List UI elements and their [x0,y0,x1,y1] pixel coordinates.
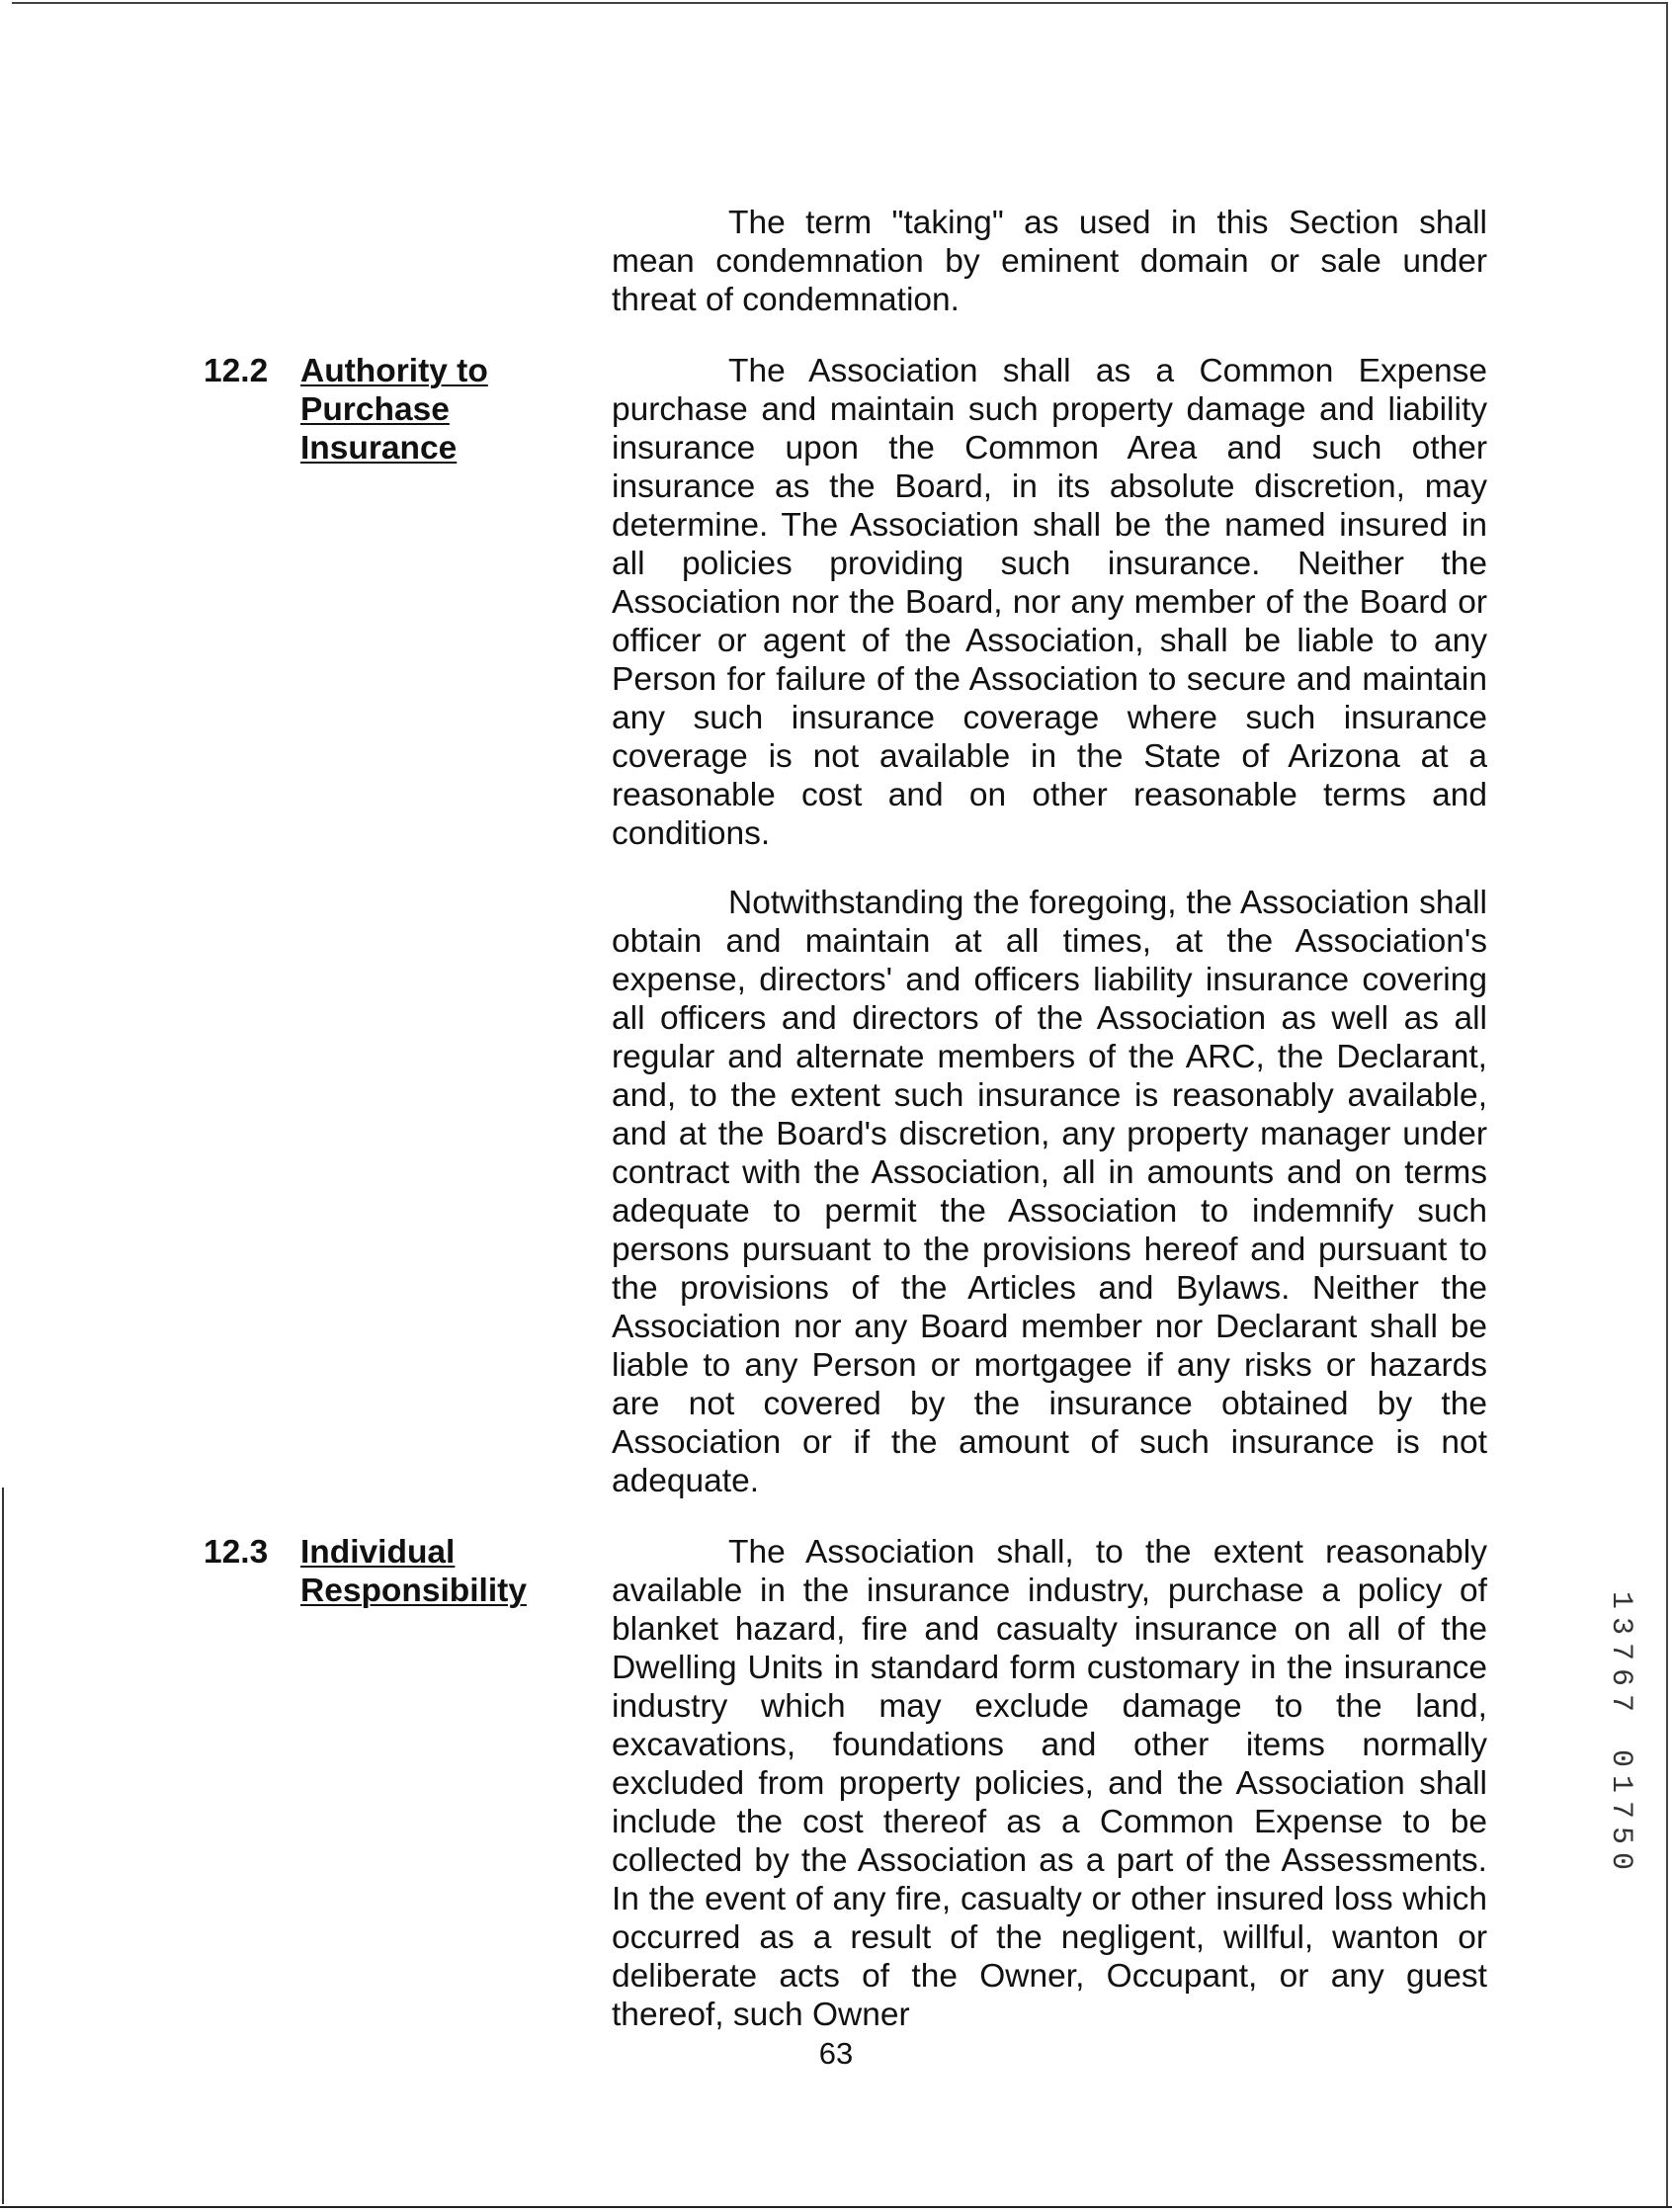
scan-border-left [2,1488,4,2204]
stamp-digit: 1 [1604,1774,1637,1793]
stamp-digit: 0 [1604,1851,1637,1870]
stamp-digit: 7 [1604,1693,1637,1712]
recording-stamp [1604,1587,1637,1874]
stamp-digit: 6 [1604,1667,1637,1686]
authority-paragraph-1: The Association shall as a Common Expense purchase and maintain such property damage and liability insurance upon the Common Area and such other insurance as the Board, in its absolute discretion, may determine. The Association shall be the named insured in all policies providing such insurance. Neither the Association nor the Board, nor any member of the Board or officer or agent of the Association, shall be liable to any Person for failure of the Association to secure and maintain any such insurance coverage where such insurance coverage is not available in the State of Arizona at a reasonable cost and on other reasonable terms and conditions. [612,353,1487,852]
taking-definition-paragraph: The term "taking" as used in this Section shall mean condemnation by eminent domain or sale under threat of condemnation. [612,205,1487,318]
section-number-12-2: 12.2 [204,353,269,389]
page-number: 63 [818,2036,854,2071]
stamp-digit: 7 [1604,1642,1637,1660]
stamp-digit: 0 [1604,1748,1637,1767]
stamp-digit: 7 [1604,1800,1637,1819]
section-number-12-3: 12.3 [204,1534,269,1571]
individual-responsibility-paragraph: The Association shall, to the extent reasonably available in the insurance industry, purchase a policy of blanket hazard, fire and casualty insurance on all of the Dwelling Units in standard form customary in the insurance industry which may exclude damage to the land, excavations, foundations and other items normally excluded from property policies, and the Association shall include the cost thereof as a Common Expense to be collected by the Association as a part of the Assessments. In the event of any fire, casualty or other insured loss which occurred as a result of the negligent, willful, wanton or deliberate acts of the Owner, Occupant, or any guest thereof, such Owner [612,1534,1487,2033]
section-heading-line: Purchase [300,391,450,428]
section-heading-individual-responsibility [300,1533,527,1610]
scan-border-bottom [0,2206,1672,2208]
section-heading-authority-to-purchase-insurance [300,352,488,468]
section-heading-line: Authority to [300,353,488,389]
scan-border-top [12,2,1668,4]
stamp-digit: 5 [1604,1826,1637,1844]
stamp-digit: 1 [1604,1590,1637,1609]
authority-paragraph-2: Notwithstanding the foregoing, the Association shall obtain and maintain at all times, at the Association's expense, directors' and officers liability insurance covering all officers and directors of the Association as well as all regular and alternate members of the ARC, the Declarant, and, to the extent such insurance is reasonably available, and at the Board's discretion, any property manager under contract with the Association, all in amounts and on terms adequate to permit the Association to indemnify such persons pursuant to the provisions hereof and pursuant to the provisions of the Articles and Bylaws. Neither the Association nor any Board member nor Declarant shall be liable to any Person or mortgagee if any risks or hazards are not covered by the insurance obtained by the Association or if the amount of such insurance is not adequate. [612,885,1487,1499]
section-heading-line: Individual [300,1534,456,1571]
section-heading-line: Insurance [300,430,458,467]
section-heading-line: Responsibility [300,1573,527,1609]
scan-border-right [1666,2,1668,2206]
stamp-digit: 3 [1604,1616,1637,1635]
